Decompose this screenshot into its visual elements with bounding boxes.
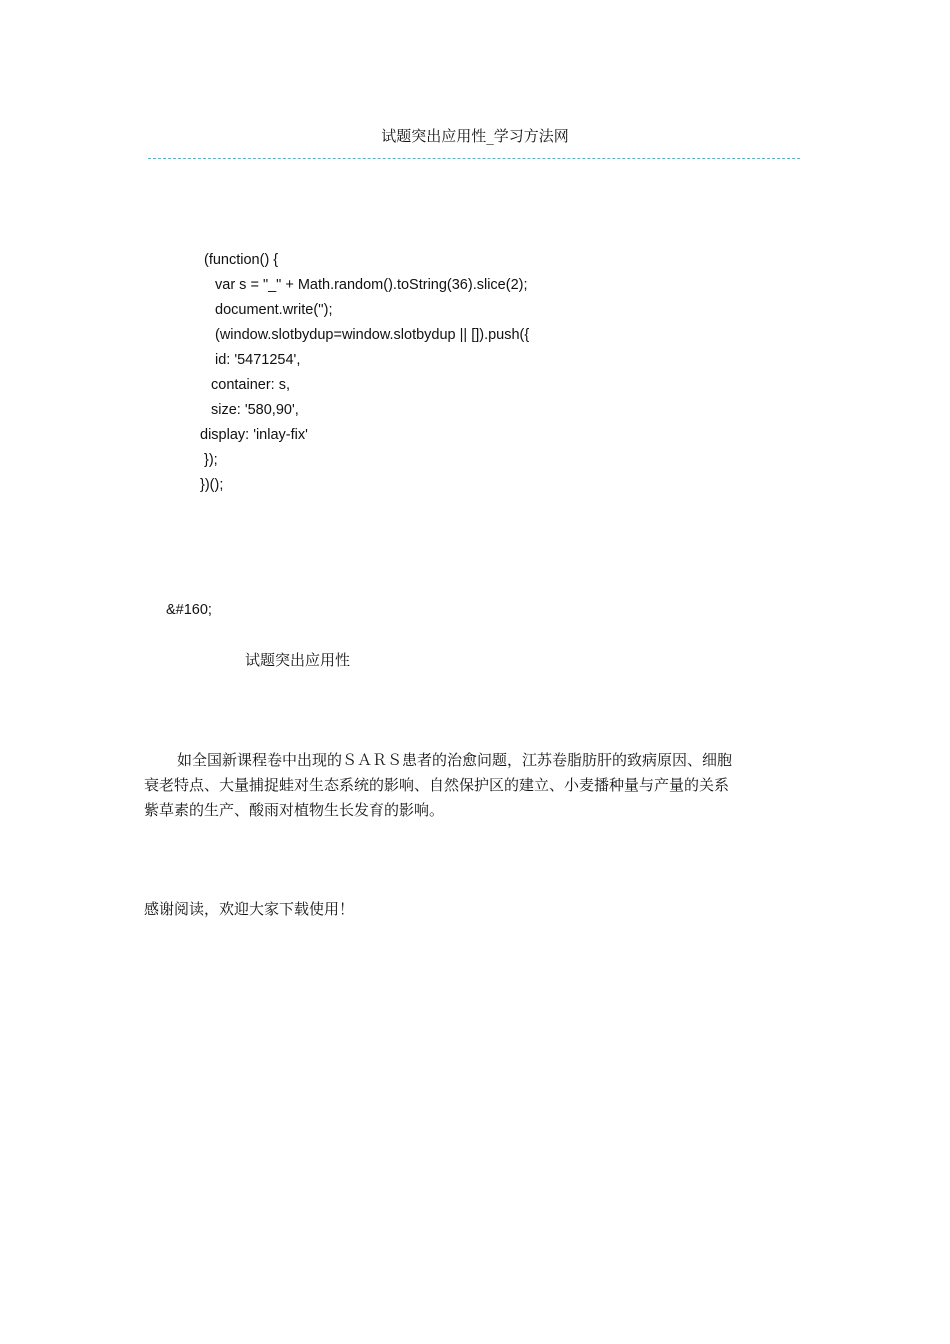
code-line: }); — [204, 452, 218, 468]
code-line: container: s, — [211, 377, 290, 393]
code-line: size: '580,90', — [211, 402, 299, 418]
header-divider — [148, 158, 800, 159]
paragraph-line: 如全国新课程卷中出现的ＳＡＲＳ患者的治愈问题，江苏卷脂肪肝的致病原因、细胞 — [177, 751, 733, 769]
code-line: (function() { — [204, 252, 279, 268]
paragraph-line: 衰老特点、大量捕捉蛙对生态系统的影响、自然保护区的建立、小麦播种量与产量的关系 — [144, 776, 730, 794]
closing-text: 感谢阅读，欢迎大家下载使用！ — [144, 900, 355, 918]
code-line: (window.slotbydup=window.slotbydup || []).push({ — [215, 327, 530, 343]
page-header-title: 试题突出应用性_学习方法网 — [381, 127, 569, 145]
code-line: display: 'inlay-fix' — [200, 427, 308, 443]
code-line: document.write(''); — [215, 302, 333, 318]
body-paragraph — [144, 748, 806, 823]
html-entity-text: &#160; — [166, 602, 212, 618]
article-heading: 试题突出应用性 — [245, 651, 351, 669]
paragraph-line: 紫草素的生产、酸雨对植物生长发育的影响。 — [144, 801, 445, 819]
code-line: var s = "_" + Math.random().toString(36).slice(2); — [215, 277, 528, 293]
code-line: })(); — [200, 477, 224, 493]
code-line: id: '5471254', — [215, 352, 301, 368]
